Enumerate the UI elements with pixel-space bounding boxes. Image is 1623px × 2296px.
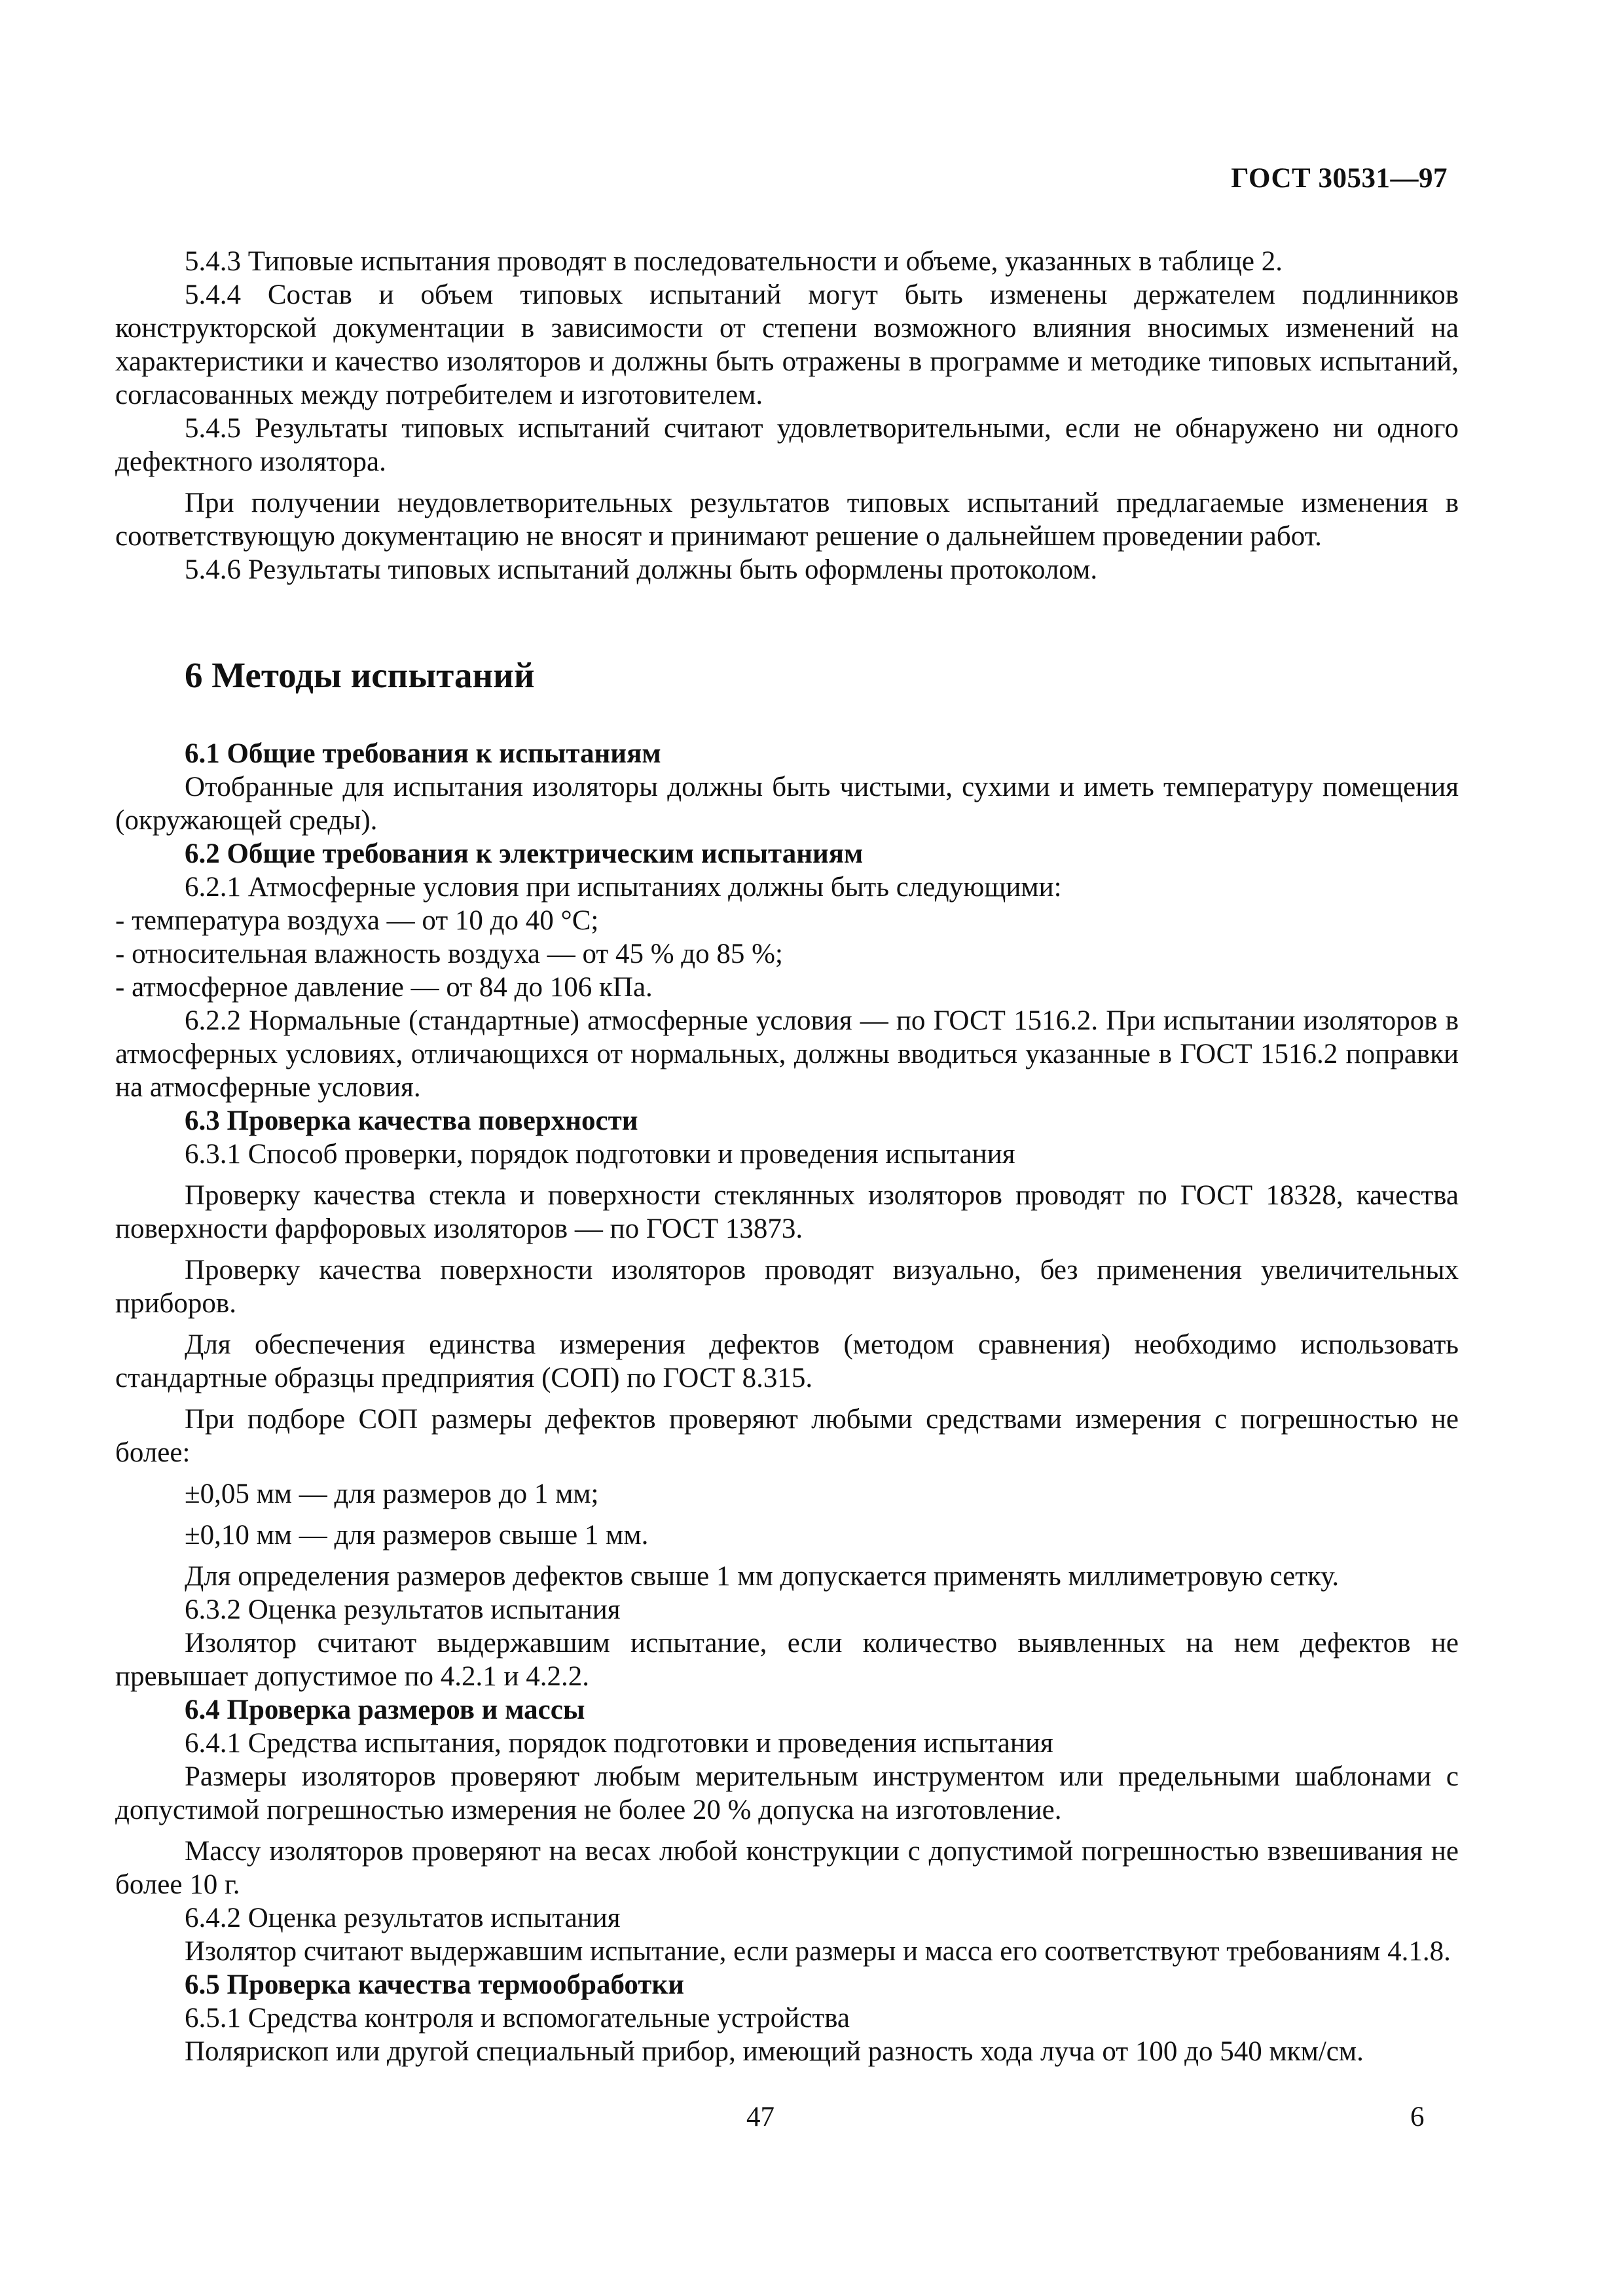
section-heading-6: 6 Методы испытаний bbox=[185, 655, 535, 695]
list-item-pressure: - атмосферное давление — от 84 до 106 кПа. bbox=[115, 972, 653, 1003]
paragraph-6-3-1: 6.3.1 Способ проверки, порядок подготовки и проведения испытания bbox=[185, 1139, 1015, 1170]
heading-6-2: 6.2 Общие требования к электрическим испытаниям bbox=[185, 838, 864, 869]
tolerance-item-2: ±0,10 мм — для размеров свыше 1 мм. bbox=[185, 1520, 649, 1551]
heading-6-5: 6.5 Проверка качества термообработки bbox=[185, 1969, 684, 2000]
paragraph-6-5-1-polariscope: Полярископ или другой специальный прибор, имеющий разность хода луча от 100 до 540 мкм/см. bbox=[185, 2036, 1364, 2067]
paragraph-6-2-2: 6.2.2 Нормальные (стандартные) атмосферные условия — по ГОСТ 1516.2. При испытании изоляторов в атмосферных условиях, отличающихся от нормальных, должны вводиться указанные в ГОСТ 1516.2 поправки на атмосферные условия. bbox=[115, 1005, 1459, 1103]
paragraph-6-3-2: 6.3.2 Оценка результатов испытания bbox=[185, 1594, 621, 1625]
heading-6-4: 6.4 Проверка размеров и массы bbox=[185, 1695, 585, 1725]
paragraph-6-3-1-visual: Проверку качества поверхности изоляторов проводят визуально, без применения увеличительных приборов. bbox=[115, 1255, 1459, 1319]
paragraph-5-4-5: 5.4.5 Результаты типовых испытаний считают удовлетворительными, если не обнаружено ни одного дефектного изолятора. bbox=[115, 413, 1459, 477]
document-body bbox=[115, 245, 1459, 2068]
paragraph-6-4-1: 6.4.1 Средства испытания, порядок подготовки и проведения испытания bbox=[185, 1728, 1053, 1759]
paragraph-6-4-1-mass: Массу изоляторов проверяют на весах любой конструкции с допустимой погрешностью взвешивания не более 10 г. bbox=[115, 1836, 1459, 1900]
paragraph-6-3-1-grid: Для определения размеров дефектов свыше 1 мм допускается применять миллиметровую сетку. bbox=[185, 1561, 1340, 1592]
paragraph-6-4-2-result: Изолятор считают выдержавшим испытание, если размеры и масса его соответствуют требованиям 4.1.8. bbox=[185, 1936, 1451, 1967]
list-item-temperature: - температура воздуха — от 10 до 40 °С; bbox=[115, 905, 599, 936]
paragraph-6-1: Отобранные для испытания изоляторы должны быть чистыми, сухими и иметь температуру помещения (окружающей среды). bbox=[115, 772, 1459, 836]
heading-6-1: 6.1 Общие требования к испытаниям bbox=[185, 738, 661, 769]
paragraph-6-5-1: 6.5.1 Средства контроля и вспомогательные устройства bbox=[185, 2003, 850, 2034]
page-number: 47 bbox=[746, 2102, 775, 2132]
paragraph-5-4-4: 5.4.4 Состав и объем типовых испытаний могут быть изменены держателем подлинников конструкторской документации в зависимости от степени возможного влияния вносимых изменений на характеристики и качество изоляторов и должны быть отражены в программе и методике типовых испытаний, согласованных между потребителем и изготовителем. bbox=[115, 279, 1459, 410]
paragraph-6-2-1: 6.2.1 Атмосферные условия при испытаниях должны быть следующими: bbox=[185, 872, 1062, 903]
paragraph-6-4-2: 6.4.2 Оценка результатов испытания bbox=[185, 1903, 621, 1933]
paragraph-5-4-3: 5.4.3 Типовые испытания проводят в последовательности и объеме, указанных в таблице 2. bbox=[185, 246, 1283, 277]
paragraph-6-4-1-size: Размеры изоляторов проверяют любым мерительным инструментом или предельными шаблонами с допустимой погрешностью измерения не более 20 % допуска на изготовление. bbox=[115, 1761, 1459, 1825]
paragraph-6-3-1-glass: Проверку качества стекла и поверхности стеклянных изоляторов проводят по ГОСТ 18328, качества поверхности фарфоровых изоляторов — по ГОСТ 13873. bbox=[115, 1180, 1459, 1244]
paragraph-5-4-6: 5.4.6 Результаты типовых испытаний должны быть оформлены протоколом. bbox=[185, 554, 1098, 585]
document-code: ГОСТ 30531—97 bbox=[1231, 163, 1448, 194]
paragraph-5-4-5-note: При получении неудовлетворительных результатов типовых испытаний предлагаемые изменения в соответствующую документацию не вносят и принимают решение о дальнейшем проведении работ. bbox=[115, 488, 1459, 552]
paragraph-6-3-1-accuracy: При подборе СОП размеры дефектов проверяют любыми средствами измерения с погрешностью не более: bbox=[115, 1404, 1459, 1468]
list-item-humidity: - относительная влажность воздуха — от 45 % до 85 %; bbox=[115, 939, 783, 969]
paragraph-6-3-2-result: Изолятор считают выдержавшим испытание, если количество выявленных на нем дефектов не превышает допустимое по 4.2.1 и 4.2.2. bbox=[115, 1628, 1459, 1692]
tolerance-item-1: ±0,05 мм — для размеров до 1 мм; bbox=[185, 1479, 599, 1509]
heading-6-3: 6.3 Проверка качества поверхности bbox=[185, 1105, 638, 1136]
paragraph-6-3-1-sop: Для обеспечения единства измерения дефектов (методом сравнения) необходимо использовать стандартные образцы предприятия (СОП) по ГОСТ 8.315. bbox=[115, 1329, 1459, 1393]
sheet-number: 6 bbox=[1410, 2102, 1425, 2132]
